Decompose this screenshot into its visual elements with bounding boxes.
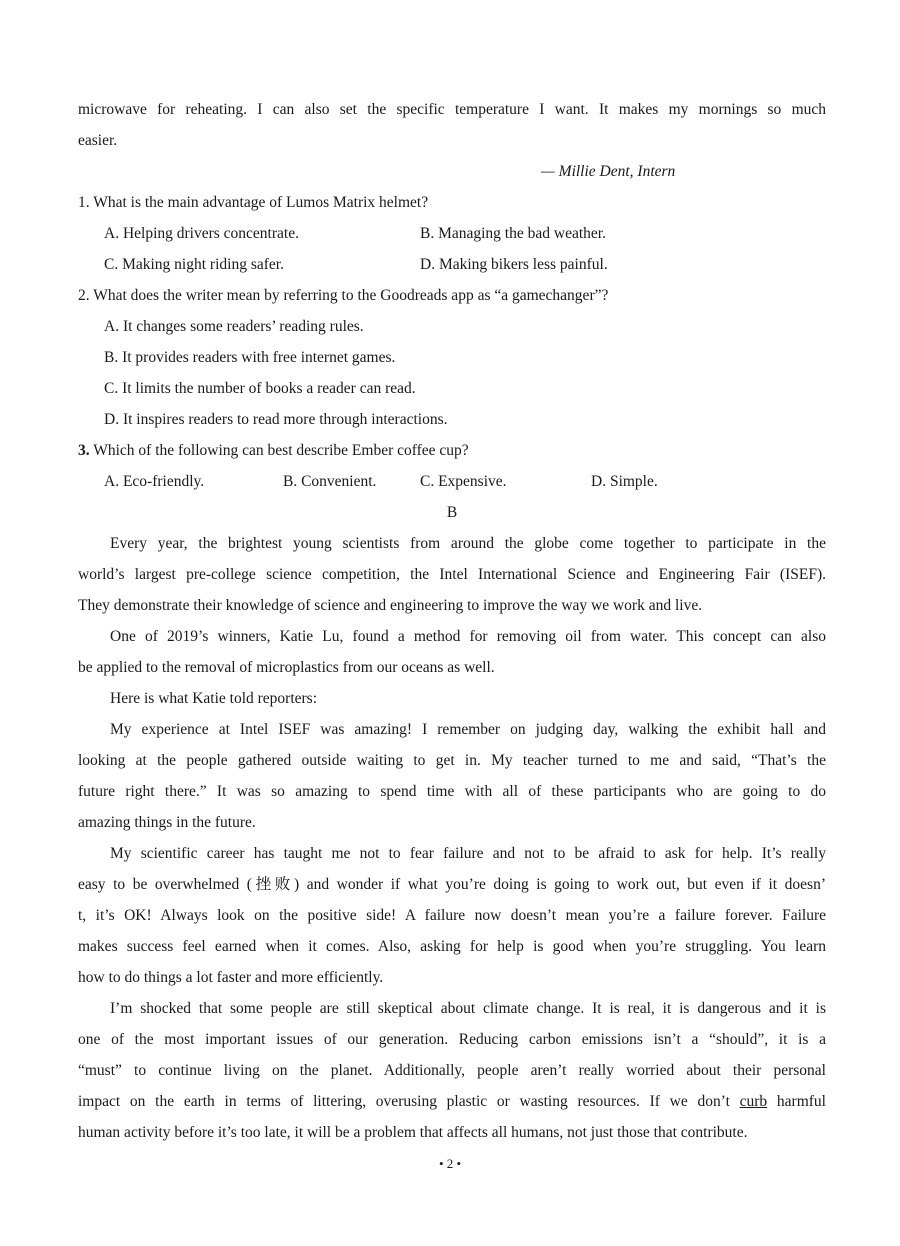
option-d: D. It inspires readers to read more through interactions. xyxy=(104,411,448,428)
passage-b-line: Here is what Katie told reporters: xyxy=(110,690,318,707)
option-a: A. Helping drivers concentrate. xyxy=(104,225,299,242)
passage-b-line: amazing things in the future. xyxy=(78,814,256,831)
question-stem: 1. What is the main advantage of Lumos Matrix helmet? xyxy=(78,194,429,211)
passage-b-line: My experience at Intel ISEF was amazing! I remember on judging day, walking the exhibit hall and xyxy=(110,721,826,738)
passage-b-line: “must” to continue living on the planet. Additionally, people aren’t really worried about their personal xyxy=(78,1062,826,1079)
option-c: C. It limits the number of books a reader can read. xyxy=(104,380,416,397)
passage-b-line: Every year, the brightest young scientists from around the globe come together to participate in the xyxy=(110,535,826,552)
passage-b-line: future right there.” It was so amazing to spend time with all of these participants who are going to do xyxy=(78,783,826,800)
option-d: D. Making bikers less painful. xyxy=(420,256,608,273)
section-label: B xyxy=(446,504,458,521)
passage-a-line: easier. xyxy=(78,132,118,149)
signature: — Millie Dent, Intern xyxy=(541,163,676,180)
passage-b-line: human activity before it’s too late, it will be a problem that affects all humans, not just those that contribute. xyxy=(78,1124,748,1141)
passage-b-line: I’m shocked that some people are still skeptical about climate change. It is real, it is dangerous and it is xyxy=(110,1000,826,1017)
option-b: B. Convenient. xyxy=(283,473,377,490)
option-row xyxy=(78,466,826,497)
passage-b-line: how to do things a lot faster and more efficiently. xyxy=(78,969,384,986)
option-c: C. Expensive. xyxy=(420,473,507,490)
option-a: A. Eco-friendly. xyxy=(104,473,205,490)
passage-b-line xyxy=(78,1086,826,1117)
text-after-curb: harmful xyxy=(776,1093,826,1110)
option-d: D. Simple. xyxy=(591,473,658,490)
page-number: • 2 • xyxy=(438,1156,462,1171)
passage-a-line: microwave for reheating. I can also set the specific temperature I want. It makes my mornings so much xyxy=(78,101,826,118)
passage-b-line: makes success feel earned when it comes. Also, asking for help is good when you’re struggling. You learn xyxy=(78,938,826,955)
option-b: B. It provides readers with free internet games. xyxy=(104,349,396,366)
question-number: 3. xyxy=(78,442,90,459)
passage-b-line: One of 2019’s winners, Katie Lu, found a method for removing oil from water. This concept can also xyxy=(110,628,826,645)
option-a: A. It changes some readers’ reading rules. xyxy=(104,318,364,335)
underlined-word-curb: curb xyxy=(739,1093,768,1110)
option-row xyxy=(78,218,826,249)
option-b: B. Managing the bad weather. xyxy=(420,225,606,242)
question-stem xyxy=(78,435,826,466)
question-stem: 2. What does the writer mean by referring to the Goodreads app as “a gamechanger”? xyxy=(78,287,609,304)
text-before-curb: impact on the earth in terms of littering, overusing plastic or wasting resources. If we don’t xyxy=(78,1093,730,1110)
passage-b-line: easy to be overwhelmed (挫败) and wonder if what you’re doing is going to work out, but even if it doesn’ xyxy=(78,876,826,893)
passage-b-line: one of the most important issues of our generation. Reducing carbon emissions isn’t a “should”, it is a xyxy=(78,1031,826,1048)
passage-b-line: My scientific career has taught me not to fear failure and not to be afraid to ask for help. It’s really xyxy=(110,845,826,862)
option-row xyxy=(78,249,826,280)
passage-b-line: world’s largest pre-college science competition, the Intel International Science and Engineering Fair (ISEF). xyxy=(78,566,826,583)
document-page xyxy=(78,94,826,1148)
passage-b-line: be applied to the removal of microplastics from our oceans as well. xyxy=(78,659,495,676)
passage-b-line: looking at the people gathered outside waiting to get in. My teacher turned to me and said, “That’s the xyxy=(78,752,826,769)
option-c: C. Making night riding safer. xyxy=(104,256,284,273)
passage-b-line: t, it’s OK! Always look on the positive side! A failure now doesn’t mean you’re a failure forever. Failure xyxy=(78,907,826,924)
passage-b-line: They demonstrate their knowledge of science and engineering to improve the way we work and live. xyxy=(78,597,703,614)
question-text: Which of the following can best describe Ember coffee cup? xyxy=(93,442,469,459)
